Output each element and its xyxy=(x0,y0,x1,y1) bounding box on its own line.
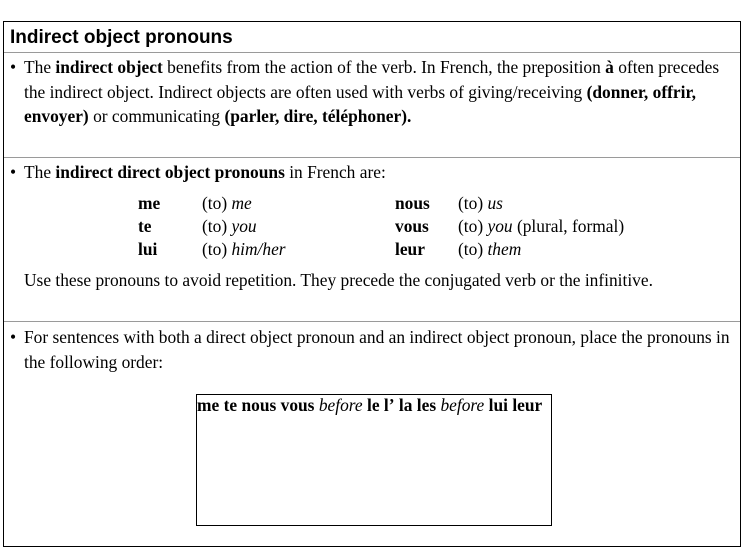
pronoun-meaning: (to) them xyxy=(458,239,522,259)
order-col2-item: les xyxy=(416,395,437,415)
term-pronouns: indirect direct object pronouns xyxy=(55,162,285,182)
order-col1-item: te xyxy=(223,395,238,415)
usage-note: Use these pronouns to avoid repetition. They precede the conjugated verb or the infinitive. xyxy=(24,270,653,290)
paragraph-pronoun-list xyxy=(10,160,735,185)
text-run: in French are: xyxy=(284,162,386,182)
pronoun-lui: lui xyxy=(138,239,158,259)
term-preposition-a: à xyxy=(605,57,614,77)
text-run: often precedes the indirect object. Indirect objects are often used with verbs of giving/receiving xyxy=(24,57,720,102)
pronoun-nous: nous xyxy=(395,193,430,213)
text-run: or communicating xyxy=(88,106,225,126)
text-run: The xyxy=(24,162,56,182)
bullet: • xyxy=(10,327,17,347)
text-run: The xyxy=(24,57,56,77)
pronoun-meaning: (to) him/her xyxy=(202,239,286,259)
section-title: Indirect object pronouns xyxy=(10,27,233,48)
bullet: • xyxy=(10,57,17,77)
term-indirect-object: indirect object xyxy=(55,57,163,77)
order-col1-item: vous xyxy=(280,395,315,415)
order-before-2: before xyxy=(440,395,485,415)
pronoun-leur: leur xyxy=(395,239,425,259)
pronoun-te: te xyxy=(138,216,152,236)
divider xyxy=(4,321,740,322)
pronoun-meaning: (to) me xyxy=(202,193,252,213)
order-col2-item: la xyxy=(398,395,413,415)
order-instruction: For sentences with both a direct object pronoun and an indirect object pronoun, place the pronouns in the following order: xyxy=(24,327,730,372)
paragraph-pronoun-order xyxy=(10,325,735,374)
pronoun-meaning: (to) you (plural, formal) xyxy=(458,216,625,236)
pronoun-vous: vous xyxy=(395,216,429,236)
order-col1-item: nous xyxy=(241,395,277,415)
order-col3-item: leur xyxy=(512,395,543,415)
verbs-giving: (donner, offrir, envoyer) xyxy=(24,81,696,126)
bullet: • xyxy=(10,162,17,182)
order-col2-item: l’ xyxy=(383,395,395,415)
verbs-communicating: (parler, dire, téléphoner). xyxy=(224,106,412,126)
paragraph-indirect-object xyxy=(10,55,735,129)
divider xyxy=(4,157,740,158)
order-col3-item: lui xyxy=(488,395,508,415)
pronoun-meaning: (to) you xyxy=(202,216,257,236)
divider xyxy=(4,52,740,53)
order-col2-item: le xyxy=(366,395,380,415)
pronoun-order-table xyxy=(196,394,552,526)
pronoun-me: me xyxy=(138,193,161,213)
pronoun-meaning: (to) us xyxy=(458,193,503,213)
order-col1-item: me xyxy=(197,395,220,415)
order-before-1: before xyxy=(318,395,363,415)
text-run: benefits from the action of the verb. In French, the preposition xyxy=(162,57,606,77)
